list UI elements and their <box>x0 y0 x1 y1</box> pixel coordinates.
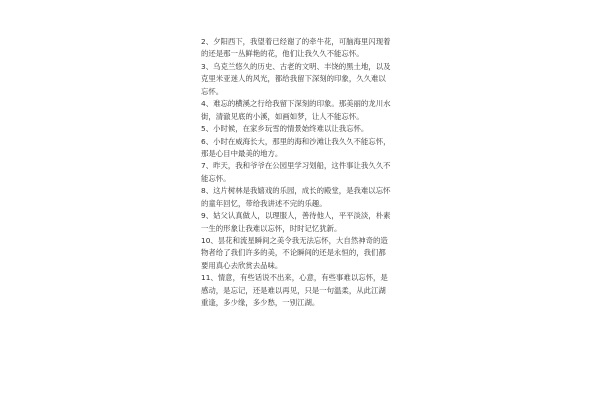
text-line: 2、夕阳西下，我望着已经谢了的牵牛花，可脑海里闪现着 <box>201 37 391 46</box>
text-line: 4、难忘的横溪之行给我留下深刻的印象。那美丽的龙川水 <box>201 99 391 109</box>
text-line: 物者给了我们许多的美，不论瞬间的还是永恒的，我们都 <box>201 248 386 258</box>
text-line: 要用真心去欣赏去品味。 <box>201 260 283 270</box>
text-line: 感动，是忘记，还是难以再见，只是一句温柔，从此江湖 <box>201 285 386 295</box>
text-line: 3、乌克兰悠久的历史、古老的文明、丰饶的黑土地，以及 <box>201 61 391 71</box>
text-line: 能忘怀。 <box>201 173 231 183</box>
text-line: 7、昨天，我和爷爷在公园里学习划船，这件事让我久久不 <box>201 161 391 171</box>
text-line: 忘怀。 <box>201 86 224 96</box>
text-line: 5、小时候，在家乡玩雪的情景始终难以让我忘怀。 <box>201 124 369 134</box>
text-line: 的还是那一丛鲜艳的花，他们让我久久不能忘怀。 <box>201 49 364 59</box>
text-line: 的童年回忆，带给我讲述不完的乐趣。 <box>201 198 327 208</box>
text-line: 克里米亚迷人的风光，都给我留下深刻的印象，久久难以 <box>201 74 386 84</box>
text-line: 9、姑父认真做人，以理服人，善待他人，平平淡淡，朴素 <box>201 211 391 221</box>
text-line: 那是心目中最美的地方。 <box>201 148 283 158</box>
text-line: 6、小时在威海长大，那里的海和沙滩让我久久不能忘怀， <box>201 136 391 146</box>
text-line: 街，清澈见底的小溪，如画如梦，让人不能忘怀。 <box>201 111 364 121</box>
document-text-block <box>201 36 416 310</box>
text-line: 11、情意，有些话说不出来，心意，有些事难以忘怀，是 <box>201 273 388 283</box>
text-line: 10、昙花和流星瞬间之美令我无法忘怀，大自然神奇的造 <box>201 236 388 245</box>
text-line: 重逢，多少缘，多少愁，一别江湖。 <box>201 298 320 308</box>
text-line: 8、这片树林是我嬉戏的乐园，成长的殿堂，是我难以忘怀 <box>201 186 391 196</box>
text-line: 一生的形象让我难以忘怀，时时记忆犹新。 <box>201 223 342 233</box>
